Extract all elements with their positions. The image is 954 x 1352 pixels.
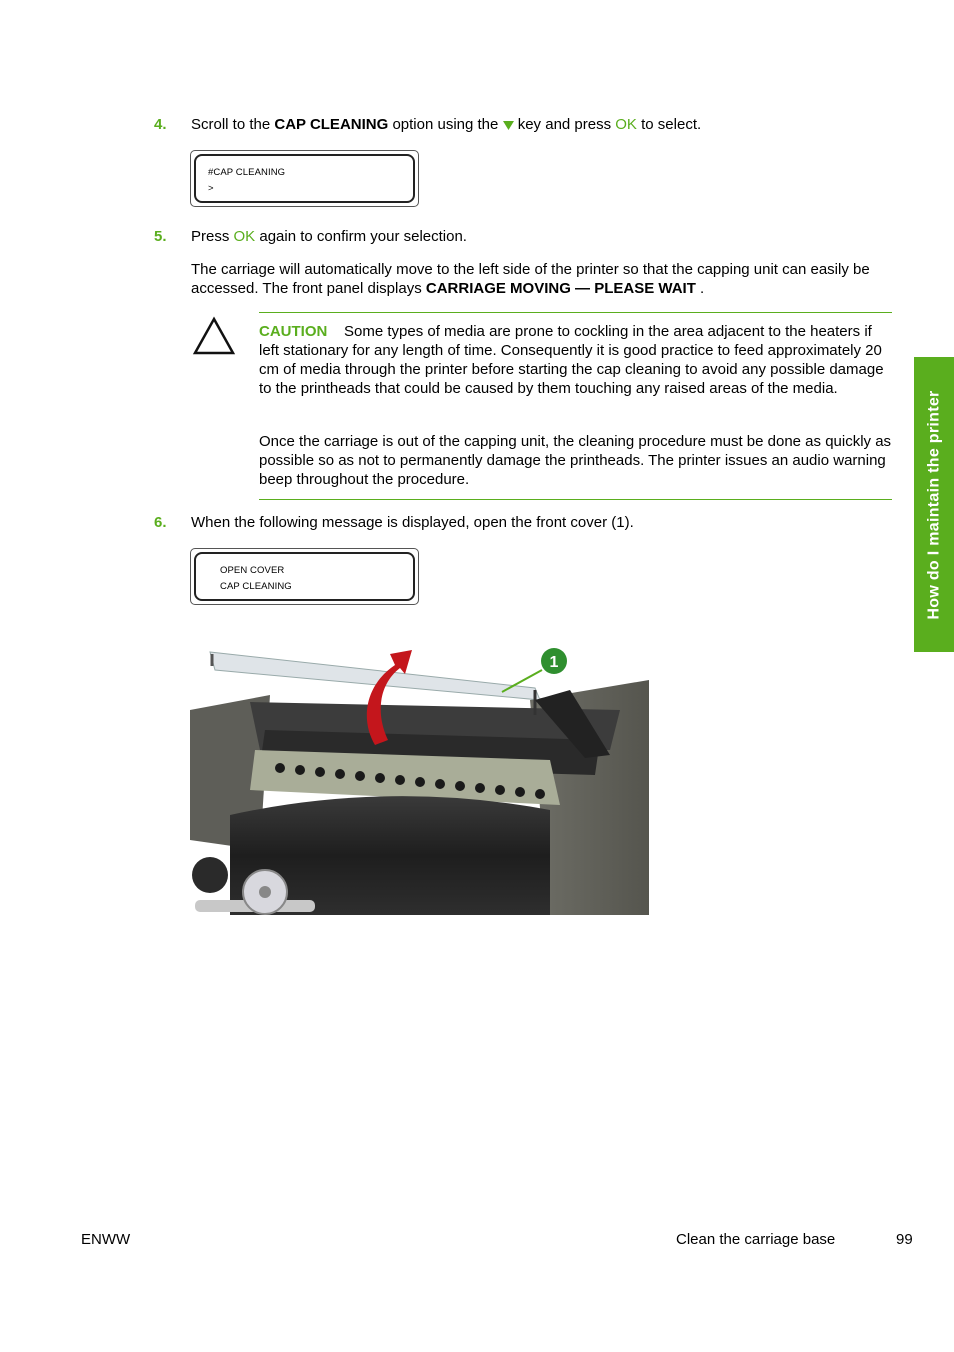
ok-key-label: OK (615, 116, 637, 133)
front-panel-display-open-cover (190, 548, 419, 605)
caution-text (259, 322, 895, 398)
display-line-2: CAP CLEANING (220, 581, 292, 592)
caution-paragraph-2: Once the carriage is out of the capping unit, the cleaning procedure must be done as quickly as possible so as not to permanently damage the printheads. The printer issues an audio warning beep throughout the procedure. (259, 433, 892, 488)
footer-page-number: 99 (896, 1231, 913, 1248)
printer-front-cover-photo (190, 640, 649, 915)
panel-message: CARRIAGE MOVING — PLEASE WAIT (425, 280, 696, 297)
caution-triangle-icon (192, 316, 236, 356)
step-4-text-d: to select. (636, 116, 702, 133)
step-4-text (191, 115, 701, 134)
step-4-text-a: Scroll to the (191, 116, 275, 133)
carriage-move-text-end: . (695, 280, 705, 297)
ok-key-label: OK (233, 228, 256, 245)
caution-bottom-rule (259, 499, 892, 500)
display-line-2: > (208, 183, 214, 194)
step-4-option-name: CAP CLEANING (274, 116, 389, 133)
display-line-1: #CAP CLEANING (208, 167, 286, 178)
display-line-1: OPEN COVER (220, 565, 285, 576)
step-5-text-b: again to confirm your selection. (255, 228, 467, 245)
carriage-move-text: The carriage will automatically move to the left side of the printer so that the capping unit can easily be accessed. The front panel displays (191, 261, 870, 297)
step-number-6: 6. (154, 514, 167, 531)
footer-left: ENWW (81, 1231, 131, 1248)
carriage-move-paragraph (191, 260, 896, 298)
front-panel-display-screen (194, 552, 415, 601)
caution-paragraph-1: Some types of media are prone to cockling in the area adjacent to the heaters if left stationary for any length of time. Consequently it is good practice to feed approximately 20 cm of media through the printer before starting the cap cleaning to avoid any possible damage to the printheads that could be caused by them touching any raised areas of the media. (259, 323, 884, 397)
step-number-4: 4. (154, 116, 167, 133)
chapter-side-tab (914, 357, 954, 652)
step-6-text: When the following message is displayed, open the front cover (1). (191, 514, 634, 531)
caution-label: CAUTION (259, 323, 328, 340)
step-5-text (191, 227, 467, 246)
front-panel-display-cap-cleaning (190, 150, 419, 207)
step-4-text-c: key and press (513, 116, 616, 133)
chapter-side-tab-label: How do I maintain the printer (925, 389, 943, 620)
callout-number: 1 (549, 654, 559, 671)
step-4-text-b: option using the (388, 116, 503, 133)
front-panel-display-screen (194, 154, 415, 203)
step-5-text-a: Press (191, 228, 234, 245)
caution-top-rule (259, 312, 892, 313)
footer-section-title: Clean the carriage base (676, 1231, 836, 1248)
down-arrow-key-icon (503, 120, 514, 130)
step-number-5: 5. (154, 228, 167, 245)
